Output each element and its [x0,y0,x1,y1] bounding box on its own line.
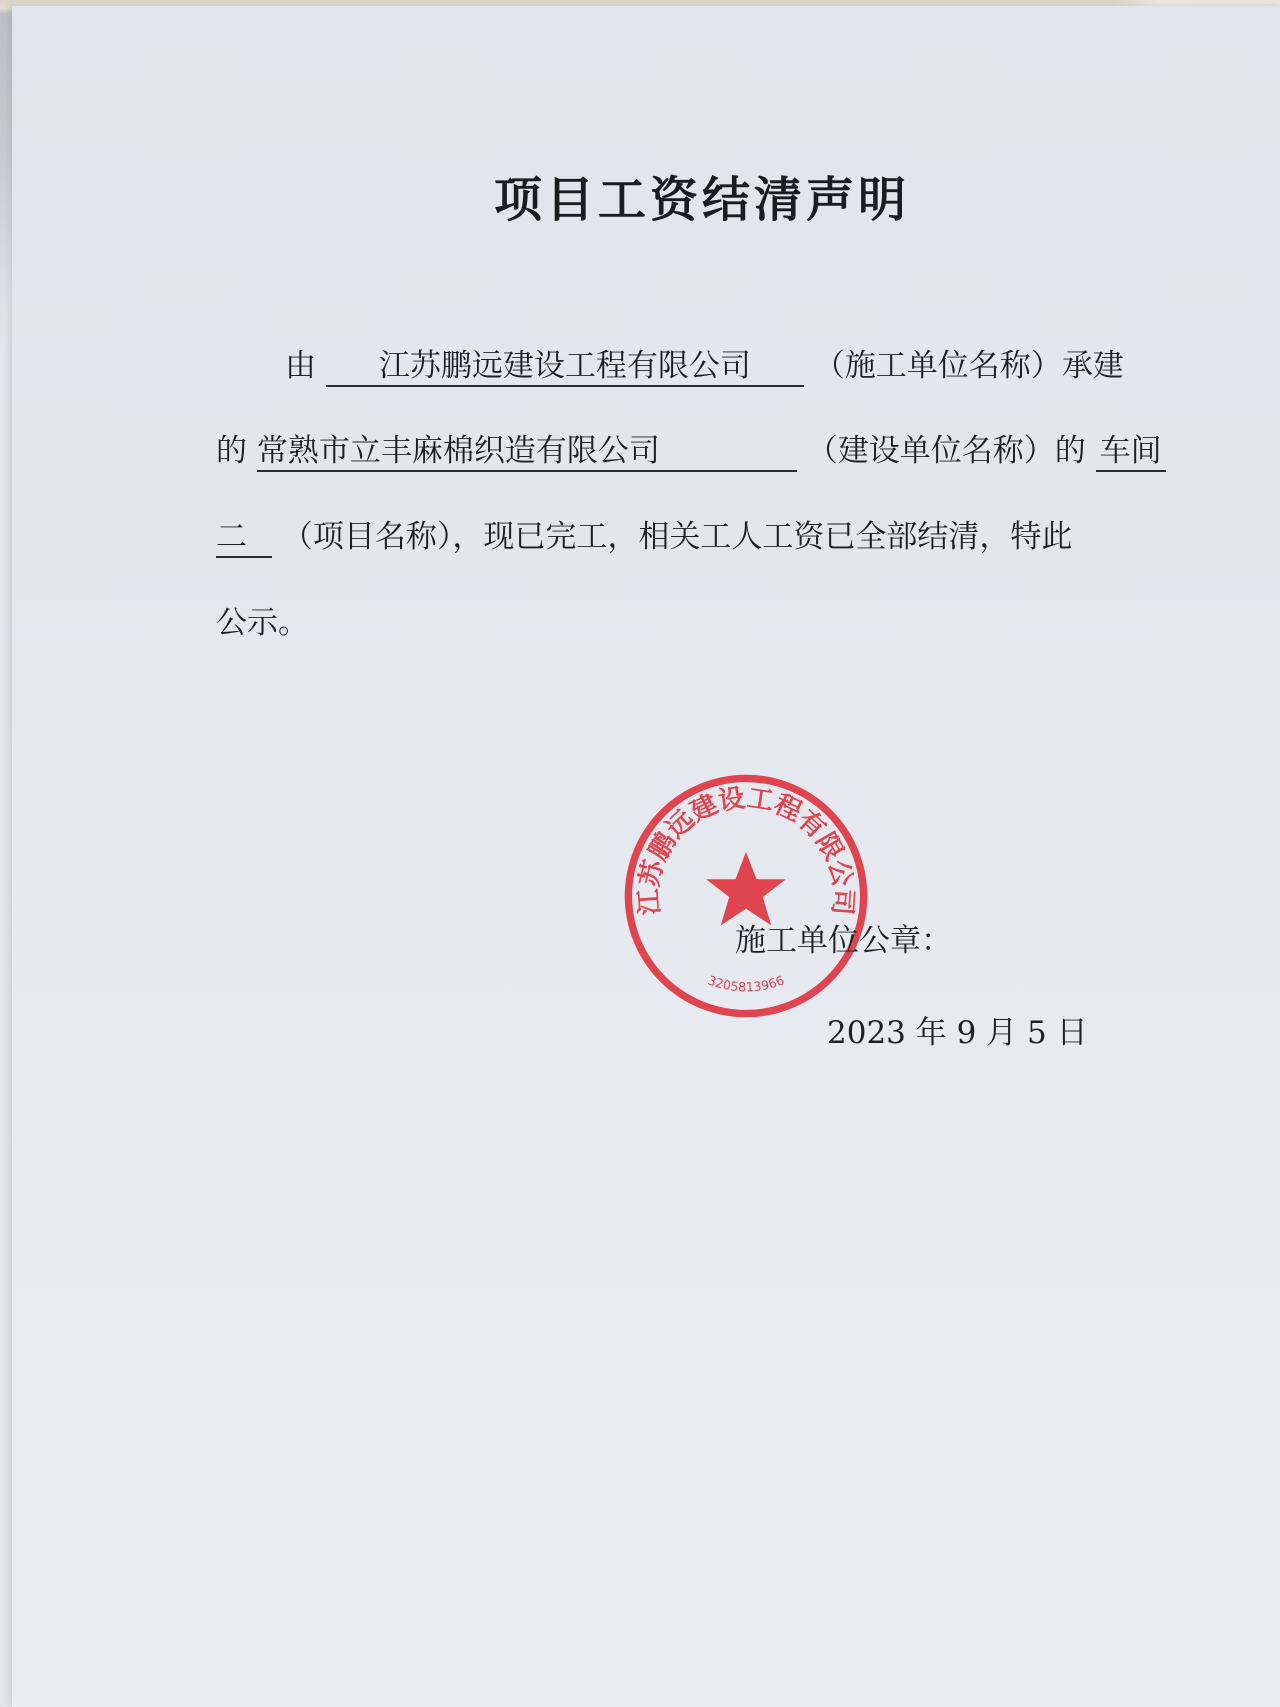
owner-name-field: 常熟市立丰麻棉织造有限公司 [257,432,797,472]
text-from: 由 [285,348,316,384]
body-line-2 [216,431,1166,472]
seal-company-text: 江苏鹏远建设工程有限公司 [634,783,858,917]
text-of: 的 [216,433,247,469]
document-page [12,6,1280,1707]
body-line-1 [285,346,1124,387]
project-name-field-part2: 二 [216,518,272,558]
owner-hint: （建设单位名称）的 [806,433,1086,469]
seal-label: 施工单位公章： [735,923,952,959]
contractor-name-field: 江苏鹏远建设工程有限公司 [326,347,804,387]
contractor-hint: （施工单位名称）承建 [813,348,1124,384]
announcement-text: 公示。 [216,605,309,641]
document-title: 项目工资结清声明 [493,172,910,228]
project-name-field-part1: 车间 [1096,432,1166,472]
seal-number: 3205813966 [705,972,787,995]
signature-date: 2023 年 9 月 5 日 [827,1015,1088,1051]
company-seal [620,770,872,1022]
completion-text: （项目名称），现已完工，相关工人工资已全部结清，特此 [281,519,1073,555]
body-line-4 [216,603,309,643]
body-line-3 [216,517,1072,558]
